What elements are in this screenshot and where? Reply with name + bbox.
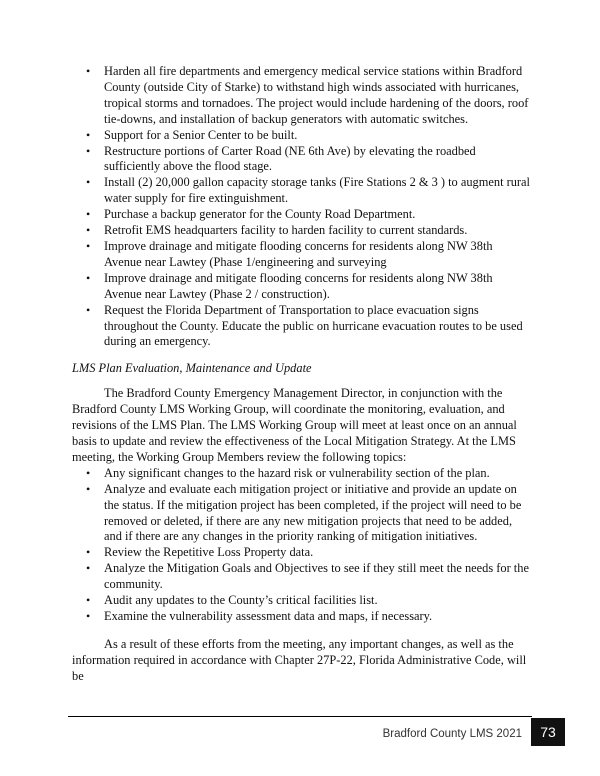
mitigation-projects-list (72, 64, 530, 350)
list-item: • Harden all fire departments and emergency medical service stations within Bradford County (outside City of Starke) to withstand high winds associated with hurricanes, tropical storms and tornadoes. The project would include hardening of the doors, roof tie-downs, and installation of backup generators with automatic switches. (72, 64, 530, 128)
list-item: • Purchase a backup generator for the County Road Department. (72, 207, 530, 223)
footer-title: Bradford County LMS 2021 (382, 728, 522, 740)
footer-divider (68, 716, 532, 717)
list-item: • Examine the vulnerability assessment data and maps, if necessary. (72, 609, 530, 625)
list-item: • Audit any updates to the County’s critical facilities list. (72, 593, 530, 609)
list-item: • Restructure portions of Carter Road (NE 6th Ave) by elevating the roadbed sufficiently above the flood stage. (72, 144, 530, 176)
list-item: • Retrofit EMS headquarters facility to harden facility to current standards. (72, 223, 530, 239)
paragraph-evaluation: The Bradford County Emergency Management Director, in conjunction with the Bradford County LMS Working Group, will coordinate the monitoring, evaluation, and revisions of the LMS Plan. The LMS Working Group will meet at least once on an annual basis to update and review the effectiveness of the Local Mitigation Strategy. At the LMS meeting, the Working Group Members review the following topics: (72, 386, 517, 464)
list-item: • Support for a Senior Center to be built. (72, 128, 530, 144)
section-heading: LMS Plan Evaluation, Maintenance and Update (72, 361, 312, 376)
page-content (72, 64, 530, 685)
list-item: • Review the Repetitive Loss Property data. (72, 545, 530, 561)
page-number: 73 (531, 718, 565, 746)
paragraph-results: As a result of these efforts from the meeting, any important changes, as well as the information required in accordance with Chapter 27P-22, Florida Administrative Code, will be (72, 636, 527, 683)
list-item: • Improve drainage and mitigate flooding concerns for residents along NW 38th Avenue near Lawtey (Phase 2 / construction). (72, 271, 530, 303)
list-item: • Analyze and evaluate each mitigation project or initiative and provide an update on the status. If the mitigation project has been completed, if the project will need to be removed or deleted, if there are any new mitigation projects that need to be added, and if there are any changes in the priority ranking of mitigation initiatives. (72, 482, 530, 546)
list-item: • Any significant changes to the hazard risk or vulnerability section of the plan. (72, 466, 530, 482)
list-item: • Request the Florida Department of Transportation to place evacuation signs throughout the County. Educate the public on hurricane evacuation routes to be used during an emergency. (72, 303, 530, 351)
list-item: • Analyze the Mitigation Goals and Objectives to see if they still meet the needs for the community. (72, 561, 530, 593)
list-item: • Improve drainage and mitigate flooding concerns for residents along NW 38th Avenue near Lawtey (Phase 1/engineering and surveying (72, 239, 530, 271)
list-item: • Install (2) 20,000 gallon capacity storage tanks (Fire Stations 2 & 3 ) to augment rural water supply for fire extinguishment. (72, 175, 530, 207)
review-topics-list (72, 466, 530, 625)
